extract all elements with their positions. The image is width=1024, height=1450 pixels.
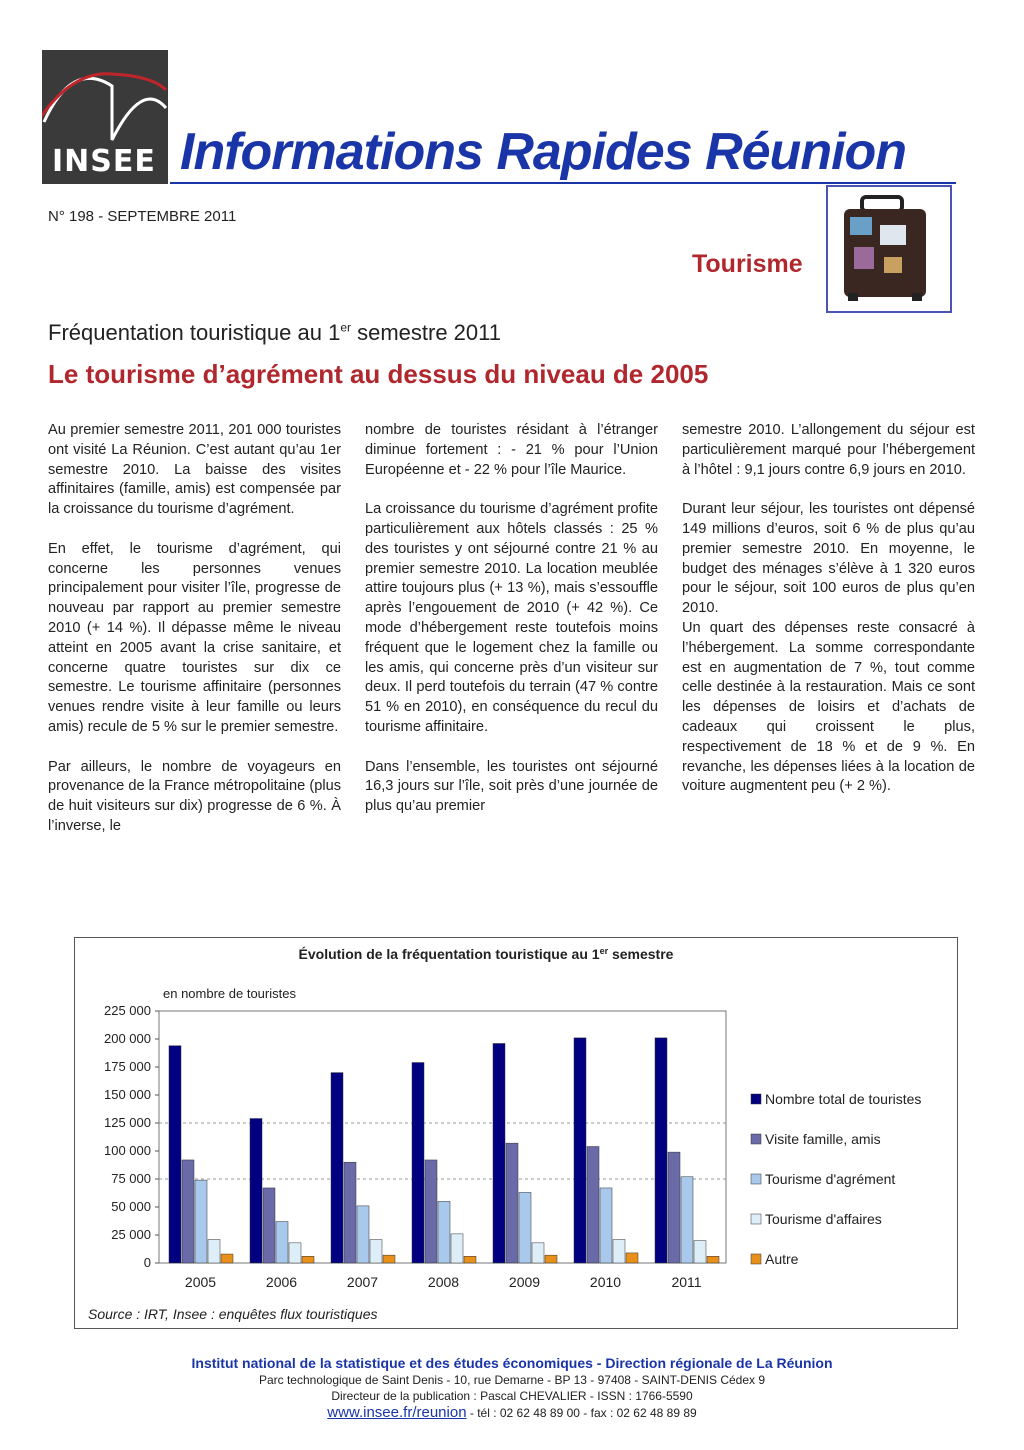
- bar: [208, 1239, 220, 1263]
- y-tick-label: 100 000: [104, 1143, 151, 1158]
- text-column-1: [48, 421, 341, 857]
- publication-title: Informations Rapides Réunion: [180, 123, 907, 181]
- bar: [250, 1119, 262, 1263]
- article-subtitle: Fréquentation touristique au 1er semestre 2011: [48, 320, 501, 345]
- footer: [0, 1355, 1024, 1421]
- title-rule: [170, 182, 956, 184]
- paragraph: nombre de touristes résidant à l’étranger diminue fortement : - 21 % pour l’Union Européenne et - 22 % pour l’île Maurice.: [365, 422, 658, 478]
- bar: [276, 1222, 288, 1263]
- footer-contact: - tél : 02 62 48 89 00 - fax : 02 62 48 89 89: [466, 1405, 697, 1420]
- paragraph: Par ailleurs, le nombre de voyageurs en provenance de la France métropolitaine (plus de huit visiteurs sur dix) progresse de 6 %. À l’inverse, le: [48, 758, 341, 834]
- x-tick-label: 2008: [427, 1274, 460, 1290]
- bar: [412, 1063, 424, 1263]
- logo-text: INSEE: [52, 144, 156, 179]
- paragraph: semestre 2010. L’allongement du séjour est particulièrement marqué pour l’hébergement à l’hôtel : 9,1 jours contre 6,9 jours en 2010.: [682, 422, 975, 478]
- bar: [370, 1239, 382, 1263]
- bar: [668, 1152, 680, 1263]
- legend-swatch: [751, 1174, 761, 1184]
- bar: [195, 1180, 207, 1263]
- y-tick-label: 175 000: [104, 1059, 151, 1074]
- x-tick-label: 2010: [589, 1274, 622, 1290]
- bar: [493, 1043, 505, 1263]
- text-column-3: [682, 421, 975, 817]
- paragraph: En effet, le tourisme d’agrément, qui concerne les personnes venues principalement pour visiter l’île, progresse de nouveau par rapport au premier semestre 2010 (+ 14 %). Il dépasse même le niveau atteint en 2005 avant la crise sanitaire, et concerne quatre touristes sur dix ce semestre. Le tourisme affinitaire (personnes venues rendre visite à leur famille ou leurs amis) recule de 5 % sur le premier semestre.: [48, 540, 341, 735]
- footer-contact-line: [0, 1405, 1024, 1422]
- bar: [289, 1243, 301, 1263]
- y-tick-label: 125 000: [104, 1115, 151, 1130]
- footer-institution: Institut national de la statistique et des études économiques - Direction régionale de La Réunion: [191, 1355, 833, 1371]
- bar: [681, 1177, 693, 1263]
- y-tick-label: 0: [143, 1255, 151, 1270]
- x-tick-label: 2006: [265, 1274, 298, 1290]
- bar: [600, 1188, 612, 1263]
- legend-swatch: [751, 1254, 761, 1264]
- paragraph: La croissance du tourisme d’agrément profite particulièrement aux hôtels classés : 25 % des touristes y ont séjourné contre 21 % au premier semestre 2010. La location meublée attire toujours plus (+ 13 %), mais s’essouffle après l’engouement de 2010 (+ 42 %). Ce mode d’hébergement reste toutefois moins fréquent que le logement chez la famille ou les amis, qui concerne près d’un visiteur sur deux. Il perd toutefois du terrain (47 % contre 51 % en 2010), en conséquence du recul du tourisme affinitaire.: [365, 501, 658, 735]
- x-tick-label: 2007: [346, 1274, 379, 1290]
- bar: [519, 1192, 531, 1263]
- legend-label: Nombre total de touristes: [765, 1091, 922, 1107]
- y-tick-label: 200 000: [104, 1031, 151, 1046]
- bar: [169, 1046, 181, 1263]
- bar: [357, 1206, 369, 1263]
- y-tick-label: 25 000: [111, 1227, 151, 1242]
- insee-logo: [42, 50, 168, 184]
- bar: [331, 1073, 343, 1263]
- x-tick-label: 2009: [508, 1274, 541, 1290]
- legend-swatch: [751, 1094, 761, 1104]
- legend-swatch: [751, 1134, 761, 1144]
- bar: [613, 1239, 625, 1263]
- bar: [655, 1038, 667, 1263]
- bar: [506, 1143, 518, 1263]
- chart-frame: [74, 937, 958, 1329]
- suitcase-icon: [828, 187, 950, 311]
- bar: [545, 1255, 557, 1263]
- issue-number: N° 198 - SEPTEMBRE 2011: [48, 208, 237, 225]
- chart-title: Évolution de la fréquentation touristique au 1er semestre: [298, 946, 674, 962]
- paragraph: Au premier semestre 2011, 201 000 touristes ont visité La Réunion. C’est autant qu’au 1er semestre 2010. La baisse des visites affinitaires (famille, amis) est compensée par la croissance du tourisme d’agrément.: [48, 422, 341, 518]
- paragraph: Durant leur séjour, les touristes ont dépensé 149 millions d’euros, soit 6 % de plus qu’au premier semestre 2010. En moyenne, le budget des ménages s’élève à 1 320 euros pour le séjour, soit 100 euros de plus qu’en 2010.: [682, 501, 975, 617]
- bar: [383, 1255, 395, 1263]
- legend-swatch: [751, 1214, 761, 1224]
- x-tick-label: 2011: [671, 1274, 702, 1290]
- bar: [707, 1256, 719, 1263]
- bar: [626, 1253, 638, 1263]
- bar: [451, 1234, 463, 1263]
- bar: [587, 1147, 599, 1263]
- article-headline: Le tourisme d’agrément au dessus du niveau de 2005: [48, 359, 709, 389]
- x-tick-label: 2005: [184, 1274, 217, 1290]
- bar: [425, 1160, 437, 1263]
- bar: [532, 1243, 544, 1263]
- paragraph: Dans l’ensemble, les touristes ont séjourné 16,3 jours sur l’île, soit près d’une journée de plus qu’au premier: [365, 758, 658, 815]
- y-tick-label: 150 000: [104, 1087, 151, 1102]
- y-tick-label: 75 000: [111, 1171, 151, 1186]
- chart-unit-label: en nombre de touristes: [163, 986, 296, 1001]
- y-tick-label: 50 000: [111, 1199, 151, 1214]
- bar: [182, 1160, 194, 1263]
- text-column-2: [365, 421, 658, 837]
- bar: [221, 1254, 233, 1263]
- bar: [694, 1241, 706, 1263]
- bar: [438, 1201, 450, 1263]
- tourism-chart: [75, 938, 957, 1328]
- bar: [263, 1188, 275, 1263]
- bar: [302, 1256, 314, 1263]
- section-tag: Tourisme: [692, 250, 803, 278]
- y-tick-label: 225 000: [104, 1003, 151, 1018]
- chart-source: Source : IRT, Insee : enquêtes flux touristiques: [88, 1306, 378, 1322]
- legend-label: Tourisme d'agrément: [765, 1171, 896, 1187]
- legend-label: Autre: [765, 1251, 799, 1267]
- bar: [574, 1038, 586, 1263]
- bar: [464, 1256, 476, 1263]
- legend-label: Tourisme d'affaires: [765, 1211, 882, 1227]
- legend-label: Visite famille, amis: [765, 1131, 881, 1147]
- footer-website-link[interactable]: www.insee.fr/reunion: [327, 1403, 467, 1421]
- footer-address: Parc technologique de Saint Denis - 10, rue Demarne - BP 13 - 97408 - SAINT-DENIS Cédex 9: [258, 1372, 766, 1387]
- paragraph: Un quart des dépenses reste consacré à l’hébergement. La somme correspondante est en augmentation de 7 %, tout comme celle destinée à la restauration. Mais ce sont les dépenses de loisirs et d’achats de cadeaux qui croissent le plus, respectivement de 18 % et de 9 %. En revanche, les dépenses liées à la location de voiture augmentent peu (+ 2 %).: [682, 619, 975, 795]
- footer-director: Directeur de la publication : Pascal CHEVALIER - ISSN : 1766-5590: [331, 1389, 693, 1403]
- bar: [344, 1162, 356, 1263]
- suitcase-image: [826, 185, 952, 313]
